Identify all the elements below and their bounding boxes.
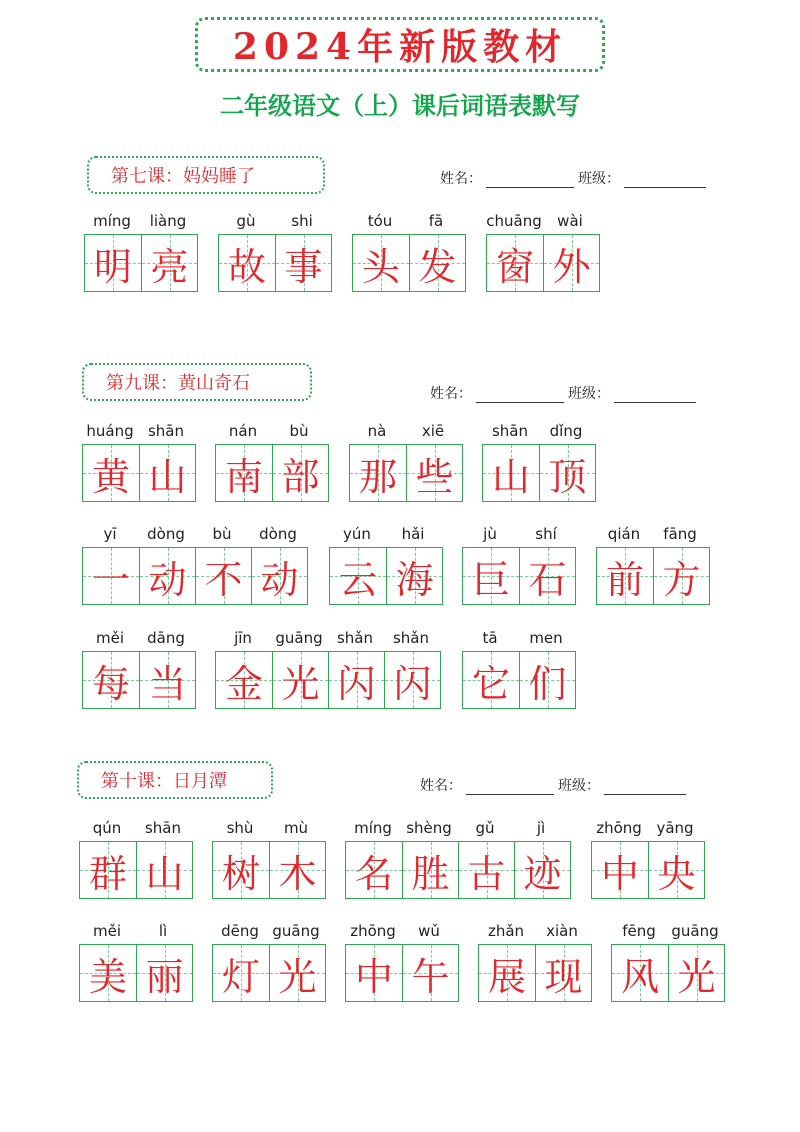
pinyin: qián — [607, 525, 641, 543]
char-cell: 当 — [139, 652, 195, 708]
pinyin: xiē — [421, 422, 445, 440]
char-cell: 南 — [216, 445, 272, 501]
pinyin: qún — [92, 819, 122, 837]
pinyin: shān — [147, 422, 185, 440]
char-cell: 闪 — [384, 652, 440, 708]
pinyin: huáng — [86, 422, 134, 440]
char-cell: 中 — [346, 945, 402, 1001]
class-label: 班级： — [568, 386, 610, 402]
pinyin: yún — [343, 525, 371, 543]
class-label: 班级： — [558, 778, 600, 794]
pinyin: tóu — [367, 212, 393, 230]
lesson-title-box — [82, 363, 312, 401]
char-cell: 木 — [269, 842, 325, 898]
pinyin: shǎn — [392, 629, 430, 647]
pinyin: xiàn — [546, 922, 578, 940]
title-box — [195, 17, 605, 72]
char-cell: 现 — [535, 945, 591, 1001]
pinyin: jù — [483, 525, 497, 543]
pinyin: měi — [95, 629, 124, 647]
pinyin: měi — [92, 922, 121, 940]
name-blank[interactable] — [466, 780, 554, 795]
pinyin: bù — [289, 422, 309, 440]
char-cell: 头 — [353, 235, 409, 291]
char-cell: 明 — [85, 235, 141, 291]
name-blank[interactable] — [486, 173, 574, 188]
char-cell: 山 — [136, 842, 192, 898]
lesson-title: 第九课：黄山奇石 — [106, 373, 250, 394]
char-cell: 海 — [386, 548, 442, 604]
pinyin: shi — [291, 212, 313, 230]
pinyin: shèng — [406, 819, 452, 837]
char-cell: 光 — [272, 652, 328, 708]
pinyin: wài — [557, 212, 583, 230]
char-cell: 展 — [479, 945, 535, 1001]
class-blank[interactable] — [604, 780, 686, 795]
name-label: 姓名： — [440, 171, 482, 187]
char-cell: 石 — [519, 548, 575, 604]
char-cell: 前 — [597, 548, 653, 604]
name-label: 姓名： — [420, 778, 462, 794]
char-cell: 群 — [80, 842, 136, 898]
class-blank[interactable] — [624, 173, 706, 188]
char-cell: 丽 — [136, 945, 192, 1001]
pinyin: bù — [212, 525, 232, 543]
pinyin: chuāng — [486, 212, 542, 230]
char-cell: 云 — [330, 548, 386, 604]
class-blank[interactable] — [614, 388, 696, 403]
pinyin: mù — [283, 819, 309, 837]
pinyin: zhōng — [350, 922, 396, 940]
char-cell: 中 — [592, 842, 648, 898]
char-cell: 每 — [83, 652, 139, 708]
char-cell: 动 — [251, 548, 307, 604]
char-cell: 山 — [139, 445, 195, 501]
char-cell: 巨 — [463, 548, 519, 604]
pinyin: fā — [428, 212, 444, 230]
char-cell: 金 — [216, 652, 272, 708]
char-cell: 灯 — [213, 945, 269, 1001]
pinyin: yī — [103, 525, 117, 543]
name-blank[interactable] — [476, 388, 564, 403]
student-info — [430, 383, 700, 403]
char-cell: 方 — [653, 548, 709, 604]
char-cell: 部 — [272, 445, 328, 501]
char-cell: 发 — [409, 235, 465, 291]
char-cell: 迹 — [514, 842, 570, 898]
pinyin: shǎn — [336, 629, 374, 647]
pinyin: guāng — [275, 629, 323, 647]
char-cell: 名 — [346, 842, 402, 898]
pinyin: zhǎn — [487, 922, 525, 940]
char-cell: 窗 — [487, 235, 543, 291]
char-cell: 央 — [648, 842, 704, 898]
char-cell: 古 — [458, 842, 514, 898]
char-cell: 们 — [519, 652, 575, 708]
char-cell: 光 — [269, 945, 325, 1001]
class-label: 班级： — [578, 171, 620, 187]
pinyin: tā — [482, 629, 498, 647]
char-cell: 动 — [139, 548, 195, 604]
char-cell: 闪 — [328, 652, 384, 708]
char-cell: 树 — [213, 842, 269, 898]
char-cell: 胜 — [402, 842, 458, 898]
pinyin: zhōng — [596, 819, 642, 837]
pinyin: míng — [354, 819, 392, 837]
char-cell: 一 — [83, 548, 139, 604]
pinyin: fēng — [622, 922, 656, 940]
name-label: 姓名： — [430, 386, 472, 402]
char-cell: 黄 — [83, 445, 139, 501]
pinyin: nà — [367, 422, 387, 440]
char-cell: 它 — [463, 652, 519, 708]
pinyin: liàng — [149, 212, 187, 230]
lesson-title: 第七课：妈妈睡了 — [111, 166, 255, 187]
char-cell: 外 — [543, 235, 599, 291]
pinyin: fāng — [663, 525, 697, 543]
pinyin: dāng — [147, 629, 185, 647]
pinyin: jīn — [234, 629, 252, 647]
pinyin: jì — [536, 819, 546, 837]
char-cell: 山 — [483, 445, 539, 501]
page-title: 2024年新版教材 — [232, 26, 568, 68]
pinyin: shí — [535, 525, 557, 543]
pinyin: dòng — [259, 525, 297, 543]
pinyin: dēng — [221, 922, 259, 940]
pinyin: shān — [491, 422, 529, 440]
lesson-title: 第十课：日月潭 — [101, 771, 227, 792]
pinyin: men — [529, 629, 563, 647]
char-cell: 风 — [612, 945, 668, 1001]
student-info — [420, 775, 690, 795]
student-info — [440, 168, 710, 188]
pinyin: lì — [158, 922, 168, 940]
pinyin: míng — [93, 212, 131, 230]
pinyin: gǔ — [475, 819, 495, 837]
char-cell: 光 — [668, 945, 724, 1001]
char-cell: 那 — [350, 445, 406, 501]
pinyin: hǎi — [401, 525, 425, 543]
pinyin: shān — [144, 819, 182, 837]
pinyin: dòng — [147, 525, 185, 543]
pinyin: wǔ — [418, 922, 440, 940]
lesson-title-box — [77, 761, 273, 799]
char-cell: 午 — [402, 945, 458, 1001]
lesson-title-box — [87, 156, 325, 194]
char-cell: 些 — [406, 445, 462, 501]
char-cell: 不 — [195, 548, 251, 604]
pinyin: gù — [236, 212, 256, 230]
pinyin: guāng — [671, 922, 719, 940]
pinyin: yāng — [656, 819, 694, 837]
char-cell: 亮 — [141, 235, 197, 291]
pinyin: nán — [228, 422, 258, 440]
char-cell: 顶 — [539, 445, 595, 501]
char-cell: 故 — [219, 235, 275, 291]
pinyin: dǐng — [549, 422, 583, 440]
pinyin: guāng — [272, 922, 320, 940]
page-subtitle: 二年级语文（上）课后词语表默写 — [220, 92, 580, 120]
char-cell: 事 — [275, 235, 331, 291]
char-cell: 美 — [80, 945, 136, 1001]
pinyin: shù — [226, 819, 254, 837]
